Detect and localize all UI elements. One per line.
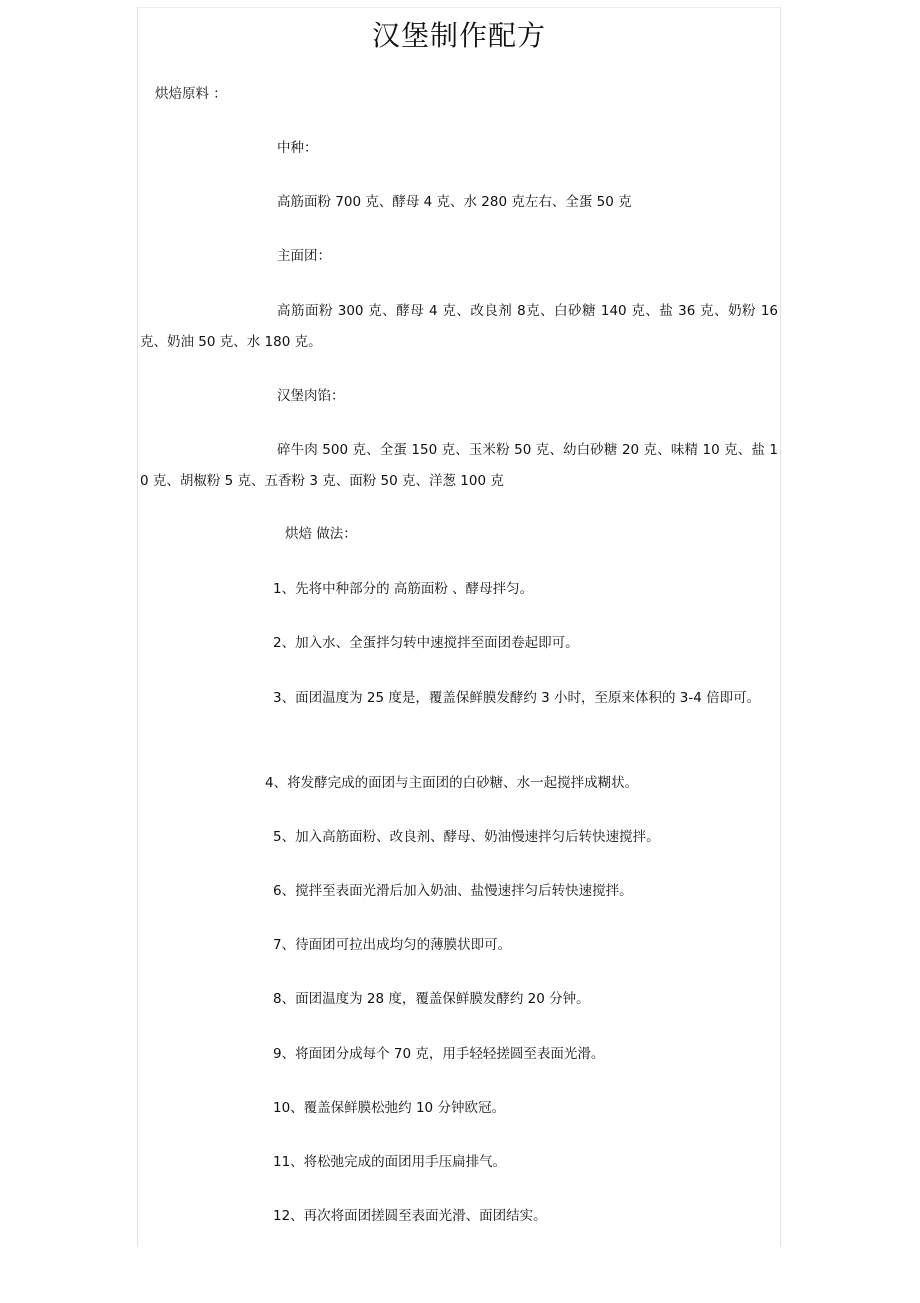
step-1: 1、先将中种部分的 高筋面粉 、酵母拌匀。	[273, 581, 534, 597]
starter-ingredients: 高筋面粉 700 克、酵母 4 克、水 280 克左右、全蛋 50 克	[277, 194, 632, 210]
step-5: 5、加入高筋面粉、改良剂、酵母、奶油慢速拌匀后转快速搅拌。	[273, 829, 660, 845]
step-8: 8、面团温度为 28 度，覆盖保鲜膜发酵约 20 分钟。	[273, 991, 590, 1007]
filling-ingredients: 碎牛肉 500 克、全蛋 150 克、玉米粉 50 克、幼白砂糖 20 克、味精 10 克、盐 10 克、胡椒粉 5 克、五香粉 3 克、面粉 50 克、洋葱 100 克	[140, 442, 778, 489]
method-heading: 烘焙 做法：	[285, 526, 357, 542]
step-3: 3、面团温度为 25 度是，覆盖保鲜膜发酵约 3 小时，至原来体积的 3-4 倍即可。	[273, 690, 761, 706]
document-page	[137, 7, 781, 1247]
main-dough-ingredients: 高筋面粉 300 克、酵母 4 克、改良剂 8克、白砂糖 140 克、盐 36 克、奶粉 16 克、奶油 50 克、水 180 克。	[140, 303, 778, 350]
step-11: 11、将松弛完成的面团用手压扁排气。	[273, 1154, 507, 1170]
step-9: 9、将面团分成每个 70 克，用手轻轻搓圆至表面光滑。	[273, 1046, 605, 1062]
ingredients-heading: 烘焙原料 ：	[155, 86, 227, 102]
step-4: 4、将发酵完成的面团与主面团的白砂糖、水一起搅拌成糊状。	[265, 775, 639, 791]
main-dough-heading: 主面团：	[277, 248, 331, 264]
step-10: 10、覆盖保鲜膜松弛约 10 分钟欧冠。	[273, 1100, 505, 1116]
page-title: 汉堡制作配方	[371, 19, 546, 52]
step-6: 6、搅拌至表面光滑后加入奶油、盐慢速拌匀后转快速搅拌。	[273, 883, 633, 899]
starter-heading: 中种：	[277, 140, 318, 156]
step-2: 2、加入水、全蛋拌匀转中速搅拌至面团卷起即可。	[273, 635, 579, 651]
step-12: 12、再次将面团搓圆至表面光滑、面团结实。	[273, 1208, 547, 1224]
step-7: 7、待面团可拉出成均匀的薄膜状即可。	[273, 937, 512, 953]
filling-heading: 汉堡肉馅：	[277, 388, 345, 404]
